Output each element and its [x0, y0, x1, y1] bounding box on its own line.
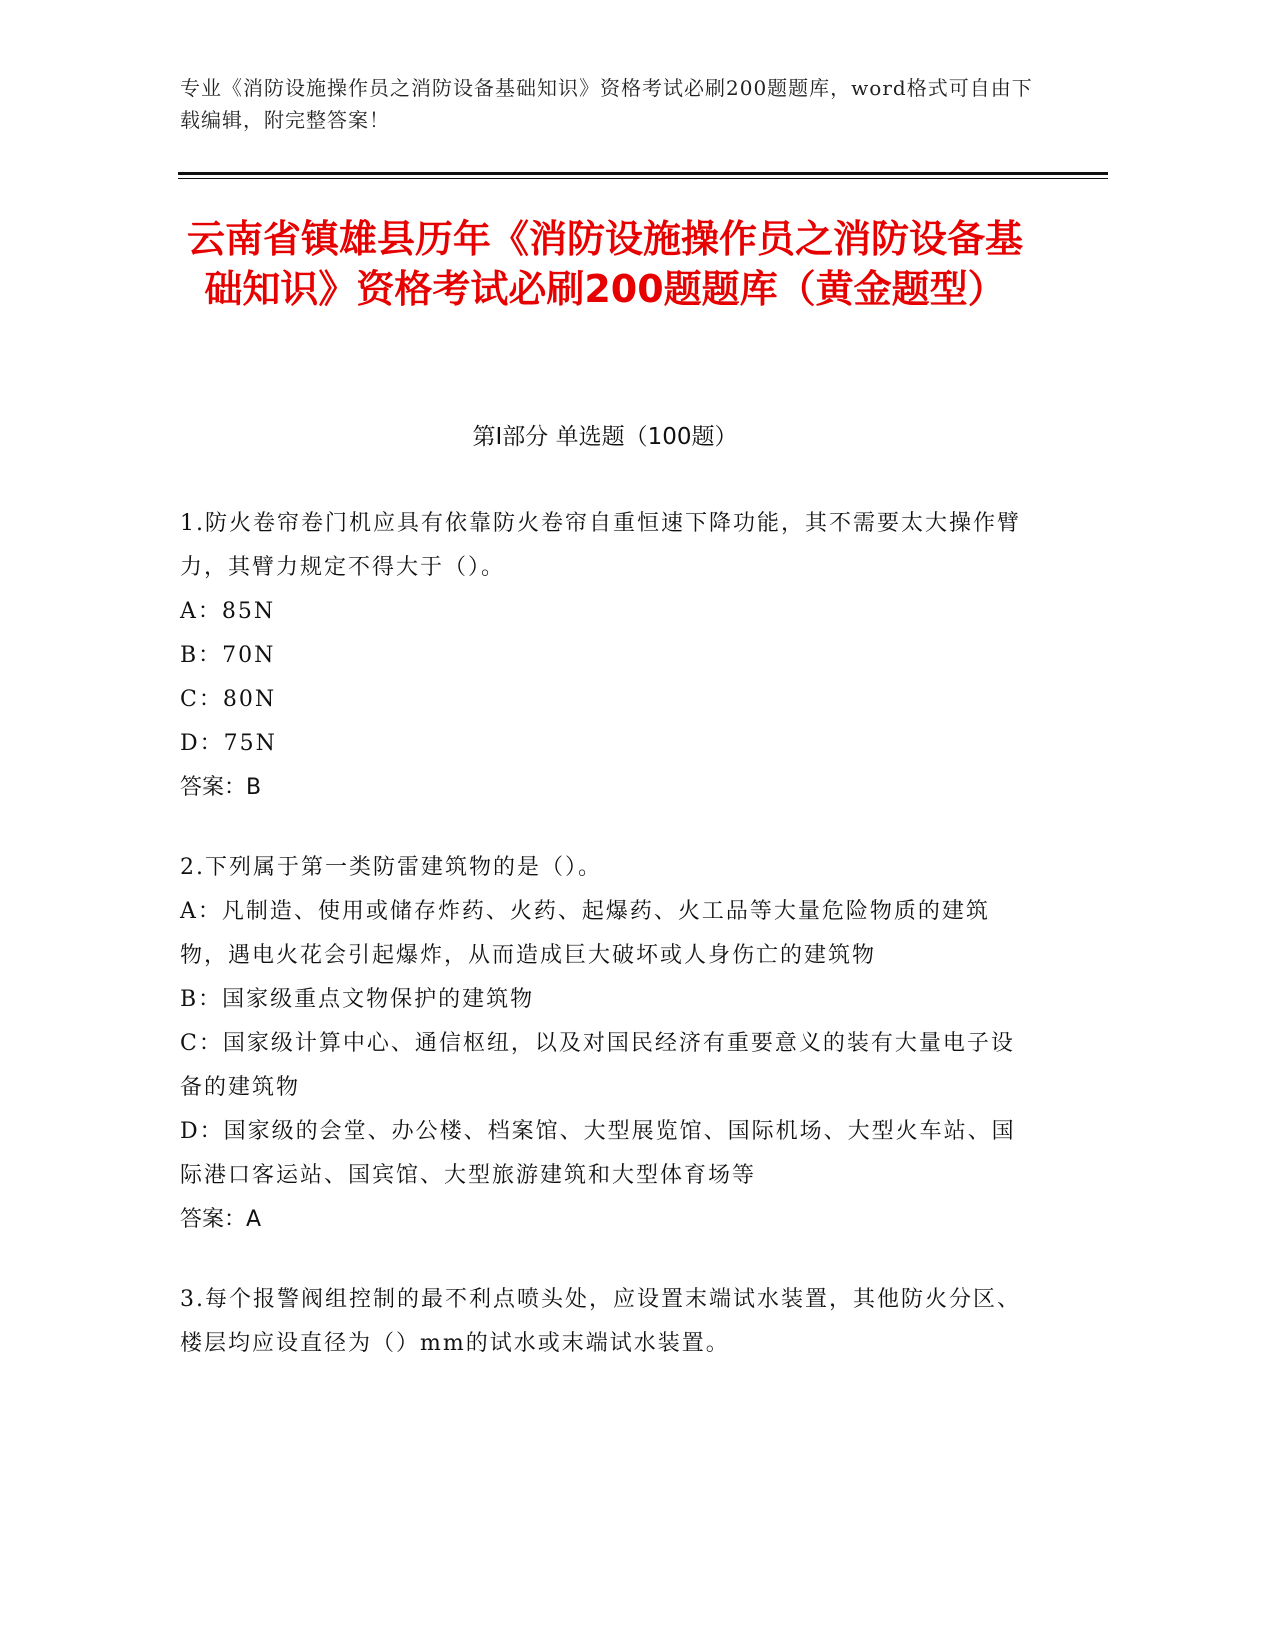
- option-b: B：国家级重点文物保护的建筑物: [180, 987, 535, 1012]
- question-3: [180, 1278, 1030, 1366]
- question-stem: 1.防火卷帘卷门机应具有依靠防火卷帘自重恒速下降功能，其不需要太大操作臂力，其臂力规定不得大于（）。: [180, 511, 1021, 580]
- option-a: A：凡制造、使用或储存炸药、火药、起爆药、火工品等大量危险物质的建筑物，遇电火花会引起爆炸，从而造成巨大破坏或人身伤亡的建筑物: [180, 899, 990, 968]
- option-d: D：75N: [180, 731, 277, 756]
- header-rule-thin: [178, 178, 1108, 179]
- option-a: A：85N: [180, 599, 276, 624]
- question-1: [180, 502, 1030, 810]
- section-title: 第I部分 单选题（100题）: [472, 424, 738, 450]
- option-d: D：国家级的会堂、办公楼、档案馆、大型展览馆、国际机场、大型火车站、国际港口客运站、国宾馆、大型旅游建筑和大型体育场等: [180, 1119, 1016, 1188]
- question-2: [180, 846, 1030, 1242]
- answer: 答案：A: [180, 1207, 262, 1232]
- option-b: B：70N: [180, 643, 276, 668]
- header-rule-thick: [178, 172, 1108, 175]
- question-list: [180, 502, 1030, 1402]
- answer: 答案：B: [180, 775, 262, 800]
- option-c: C：国家级计算中心、通信枢纽，以及对国民经济有重要意义的装有大量电子设备的建筑物: [180, 1031, 1015, 1100]
- option-c: C：80N: [180, 687, 277, 712]
- header-note: 专业《消防设施操作员之消防设备基础知识》资格考试必刷200题题库，word格式可自由下载编辑，附完整答案！: [180, 76, 1033, 132]
- question-stem: 2.下列属于第一类防雷建筑物的是（）。: [180, 855, 602, 880]
- document-title: 云南省镇雄县历年《消防设施操作员之消防设备基础知识》资格考试必刷200题题库（黄金题型）: [186, 217, 1023, 311]
- question-stem: 3.每个报警阀组控制的最不利点喷头处，应设置末端试水装置，其他防火分区、楼层均应设直径为（）mm的试水或末端试水装置。: [180, 1287, 1021, 1356]
